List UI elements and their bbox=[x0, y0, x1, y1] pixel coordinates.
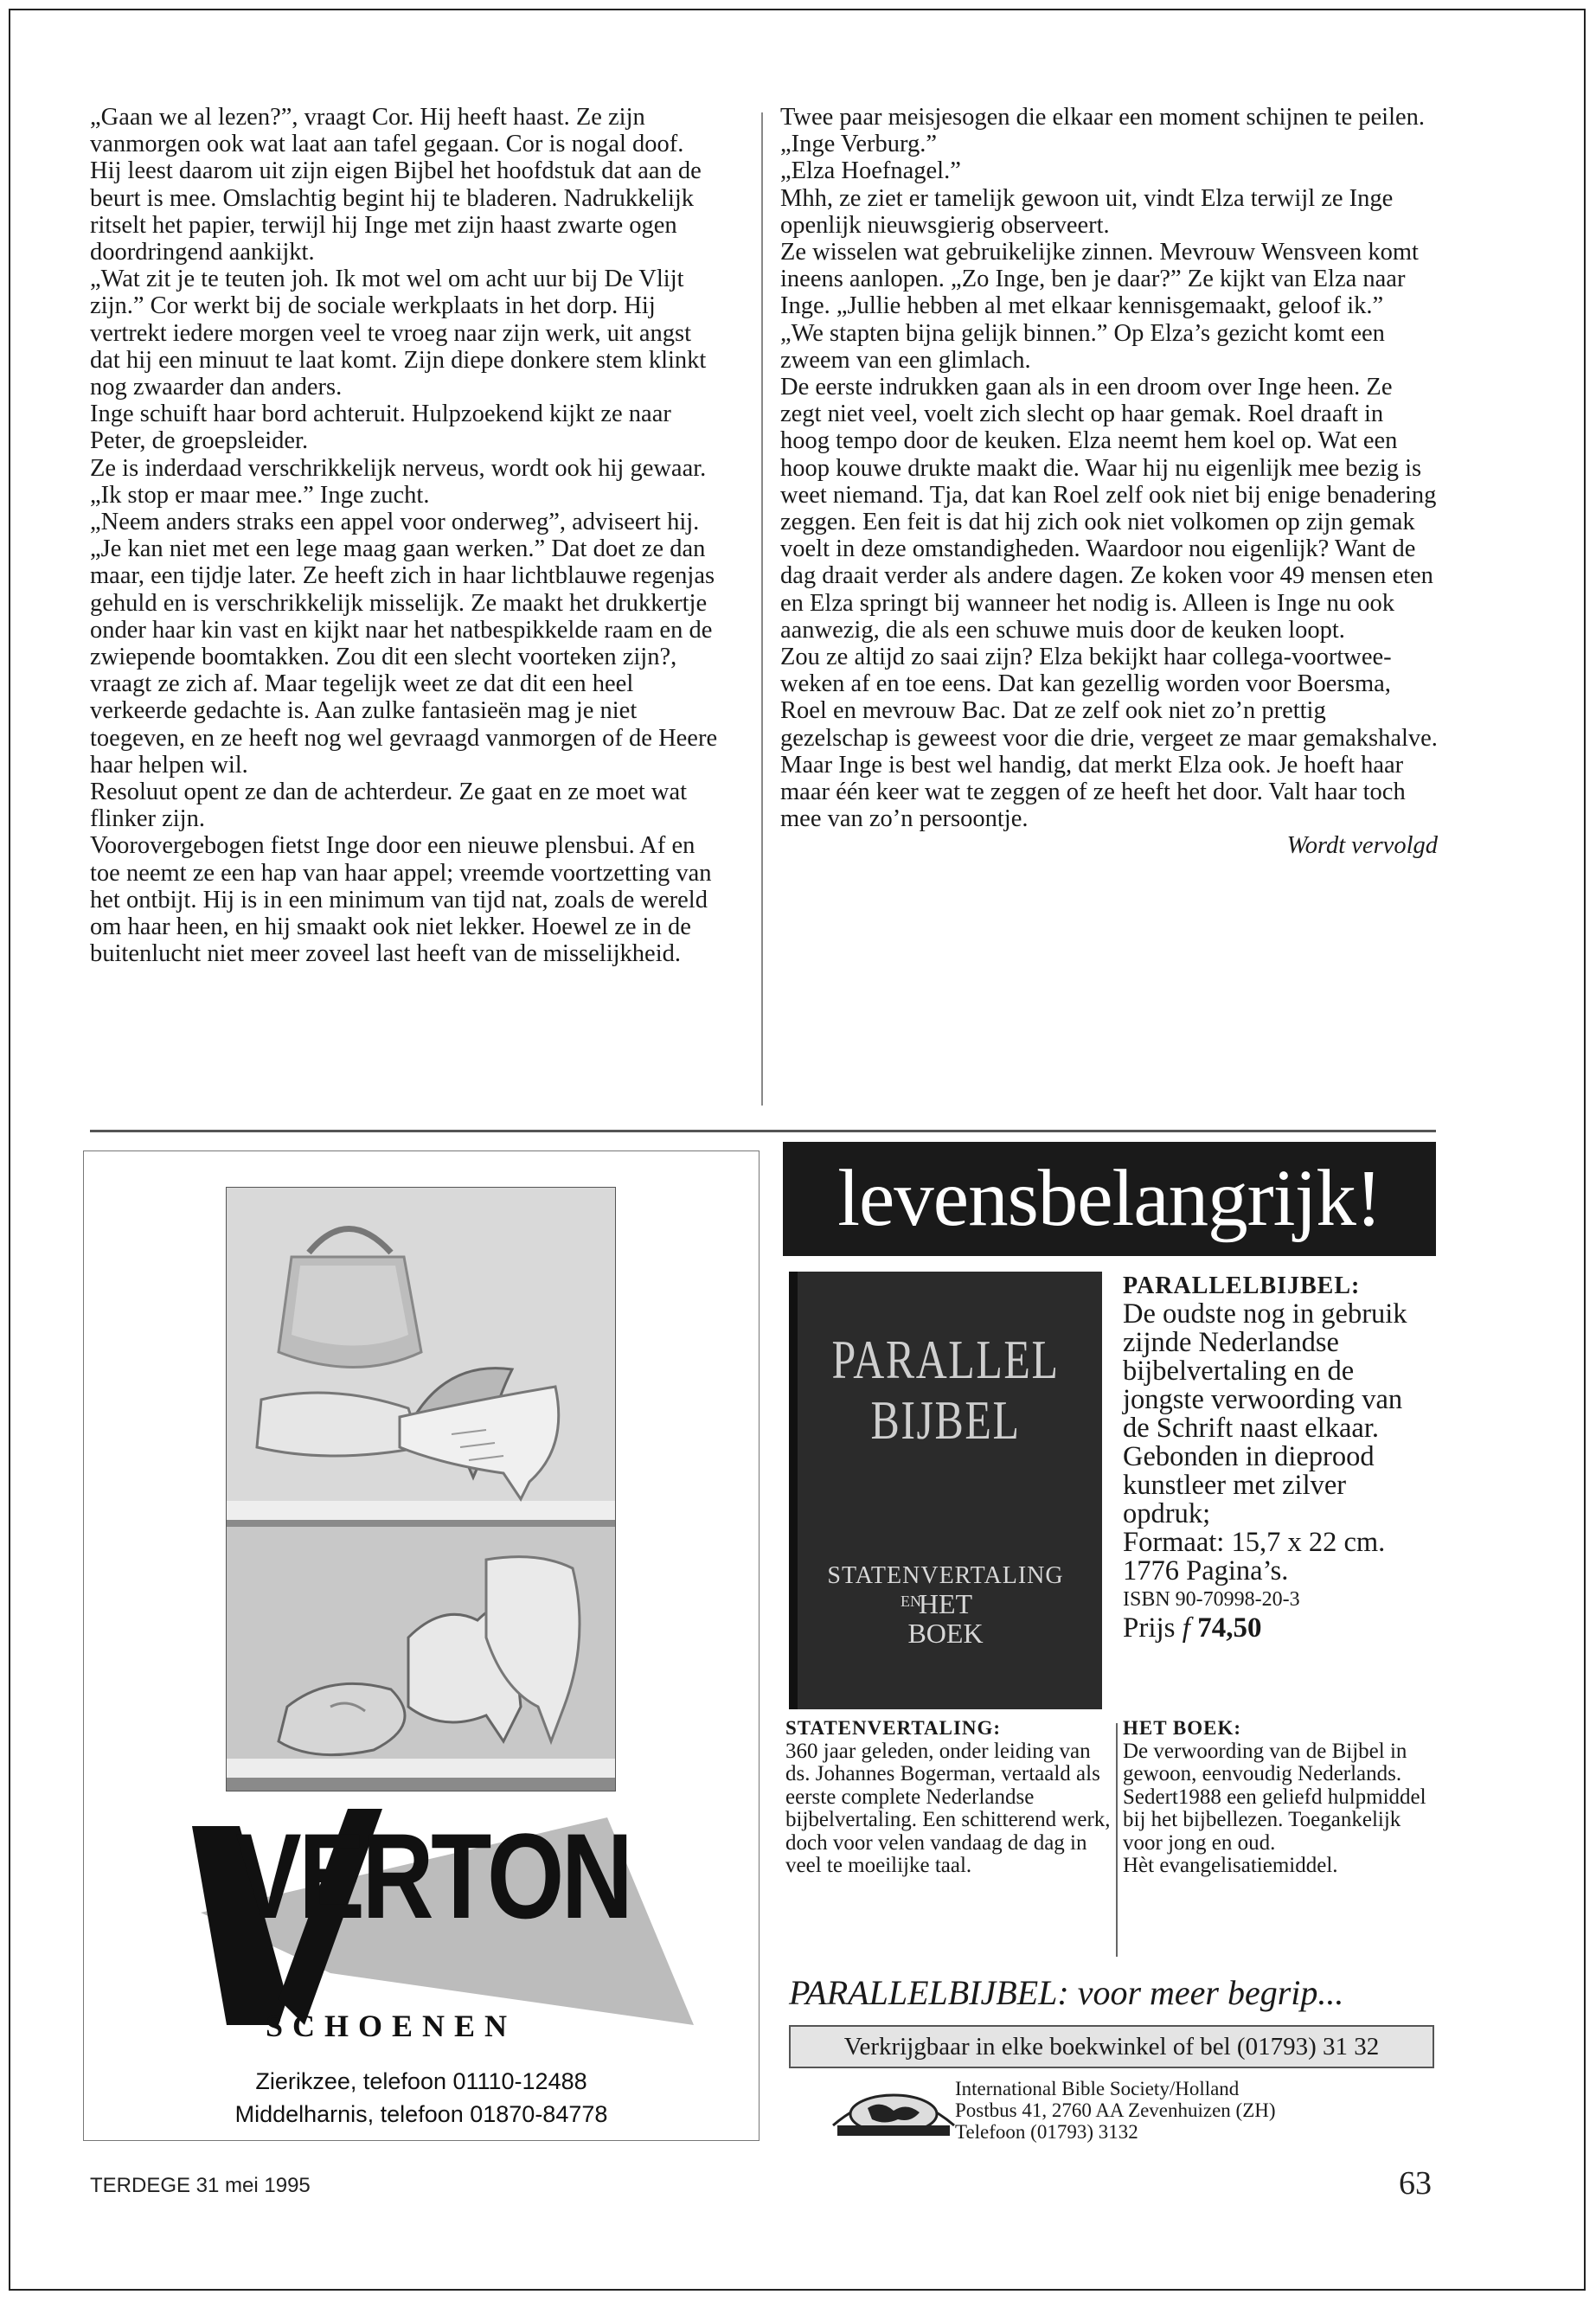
paragraph: „Gaan we al lezen?”, vraagt Cor. Hij heeft haast. Ze zijn vanmorgen ook wat laat aan tafel gegaan. Cor is nogal doof. Hij leest daarom uit zijn eigen Bijbel het hoofdstuk dat aan de beurt is mee. Omslachtig begint hij te bladeren. Nadrukkelijk ritselt het papier, terwijl hij Inge met zijn haast zwarte ogen doordringend aankijkt. bbox=[90, 104, 702, 266]
paragraph: Ze is inderdaad verschrikkelijk nerveus, wordt ook hij gewaar. bbox=[90, 454, 707, 482]
verton-advertisement bbox=[83, 1150, 760, 2141]
horizontal-rule bbox=[90, 1130, 1436, 1132]
paragraph: „Elza Hoefnagel.” bbox=[780, 157, 961, 185]
page-number: 63 bbox=[1399, 2165, 1432, 2202]
book-subtitle-2: EN bbox=[901, 1593, 921, 1610]
paragraph: „Neem anders straks een appel voor onderweg”, adviseert hij. „Je kan niet met een lege maag gaan werken.” Dat doet ze dan maar, een tijdje later. Ze heeft zich in haar lichtblauwe regenjas gehuld en is verschrikkelijk misselijk. Ze maakt het drukkertje onder haar kin vast en kijkt naar het natbespikkelde raam en de zwiepende boomtakken. Zou dit een slecht voorteken zijn?, vraagt ze zich af. Maar tegelijk weet ze dat dit een heel verkeerde gedachte is. Aan zulke fantasieën mag je niet toegeven, en ze heeft nog wel gevraagd vanmorgen of de Heere haar helpen wil. bbox=[90, 509, 718, 779]
paragraph: „We stapten bijna gelijk binnen.” Op Elza’s gezicht komt een zweem van een glimlach. bbox=[780, 319, 1385, 374]
to-be-continued: Wordt vervolgd bbox=[1286, 832, 1438, 860]
spec-pages: 1776 Pagina’s. bbox=[1123, 1555, 1289, 1586]
verton-subtitle: SCHOENEN bbox=[266, 2009, 517, 2043]
verton-brand: VERTON bbox=[235, 1808, 631, 1944]
article-right-column bbox=[780, 104, 1438, 860]
het-boek-title: HET BOEK: bbox=[1123, 1717, 1242, 1739]
statenvertaling-text: 360 jaar geleden, onder leiding van ds. Johannes Bogerman, vertaald als eerste complete Nederlandse bijbelvertaling. Een schitterend werk, doch voor velen vandaag de dag in veel te moeilijke taal. bbox=[785, 1739, 1111, 1877]
book-subtitle-4: BOEK bbox=[907, 1618, 984, 1649]
paragraph: Zou ze altijd zo saai zijn? Elza bekijkt haar collega-voortwee-weken af en toe eens. Dat kan gezellig worden voor Boersma, Roel en mevrouw Bac. Dat ze zelf ook niet zo’n prettig gezelschap is geweest voor die drie, vergeet ze maar gemakshalve. bbox=[780, 644, 1438, 752]
spec-isbn: ISBN 90-70998-20-3 bbox=[1123, 1588, 1300, 1611]
paragraph: „Ik stop er maar mee.” Inge zucht. bbox=[90, 481, 430, 509]
order-info: Verkrijgbaar in elke boekwinkel of bel (01793) 31 32 bbox=[789, 2025, 1434, 2068]
verton-location-middelharnis: Middelharnis, telefoon 01870-84778 bbox=[234, 2101, 608, 2127]
book-cover bbox=[789, 1272, 1102, 1709]
book-subtitle-1: STATENVERTALING bbox=[827, 1562, 1064, 1589]
paragraph: Maar Inge is best wel handig, dat merkt Elza ook. Je hoeft haar maar één keer wat te zeggen of ze heeft het door. Valt haar toch mee van zo’n persoontje. bbox=[780, 751, 1406, 833]
book-title-1: PARALLEL bbox=[831, 1329, 1060, 1390]
spec-price bbox=[1123, 1614, 1434, 1643]
globe-icon-graphic bbox=[829, 2078, 958, 2138]
bible-advertisement bbox=[768, 1142, 1436, 2145]
paragraph: Voorovergebogen fietst Inge door een nieuwe plensbui. Af en toe neemt ze een hap van haar appel; vreemde voortzetting van het ontbijt. Hij is in een minimum van tijd nat, zoals de wereld om haar heen, en hij smaakt ook niet lekker. Hoewel ze in de buitenlucht niet meer zoveel last heeft van de misselijkheid. bbox=[90, 832, 712, 968]
paragraph: Inge schuift haar bord achteruit. Hulpzoekend kijkt ze naar Peter, de groepsleider. bbox=[90, 401, 671, 455]
book-title-2: BIJBEL bbox=[870, 1389, 1021, 1451]
het-boek-text: De verwoording van de Bijbel in gewoon, eenvoudig Nederlands. Sedert1988 een geliefd hulpmiddel bij het bijbellezen. Toegankelijk voor jong en oud. bbox=[1123, 1739, 1426, 1855]
paragraph: Twee paar meisjesogen die elkaar een moment schijnen te peilen. bbox=[780, 104, 1426, 131]
het-boek-text-2: Hèt evangelisatiemiddel. bbox=[1123, 1854, 1338, 1877]
shoes-photo bbox=[226, 1187, 616, 1791]
paragraph: „Inge Verburg.” bbox=[780, 131, 937, 158]
het-boek-section bbox=[1123, 1717, 1434, 1878]
statenvertaling-section bbox=[785, 1717, 1116, 1878]
paragraph: „Wat zit je te teuten joh. Ik mot wel om acht uur bij De Vlijt zijn.” Cor werkt bij de sociale werkplaats in het dorp. Hij vertrekt iedere morgen veel te vroeg naar zijn werk, uit angst dat hij een minuut te laat komt. Zijn diepe donkere stem klinkt nog zwaarder dan anders. bbox=[90, 266, 707, 401]
bible-tagline: PARALLELBIJBEL: voor meer begrip... bbox=[789, 1973, 1344, 2012]
article-left-column bbox=[90, 104, 720, 968]
column-divider bbox=[761, 112, 763, 1106]
paragraph: Ze wisselen wat gebruikelijke zinnen. Mevrouw Wensveen komt ineens aanlopen. „Zo Inge, ben je daar?” Ze kijkt van Elza naar Inge. „Jullie hebben al met elkaar kennisgemaakt, geloof ik.” bbox=[780, 239, 1419, 320]
publication-footer: TERDEGE 31 mei 1995 bbox=[90, 2174, 311, 2197]
price-currency: f bbox=[1182, 1612, 1190, 1644]
ibs-line-1: International Bible Society/Holland bbox=[955, 2078, 1240, 2099]
spec-title: PARALLELBIJBEL: bbox=[1123, 1272, 1361, 1299]
globe-icon bbox=[829, 2078, 958, 2138]
book-subtitle-3: HET bbox=[918, 1588, 973, 1619]
verton-location-zierikzee: Zierikzee, telefoon 01110-12488 bbox=[255, 2068, 587, 2094]
shoes-illustration bbox=[227, 1188, 615, 1791]
paragraph: Mhh, ze ziet er tamelijk gewoon uit, vindt Elza terwijl ze Inge openlijk nieuwsgierig observeert. bbox=[780, 184, 1394, 239]
spec-format: Formaat: 15,7 x 22 cm. bbox=[1123, 1527, 1386, 1558]
spec-description: De oudste nog in gebruik zijnde Nederlandse bijbelvertaling en de jongste verwoording van de Schrift naast elkaar. Gebonden in dieprood kunstleer met zilver opdruk; bbox=[1123, 1298, 1407, 1529]
statenvertaling-title: STATENVERTALING: bbox=[785, 1717, 1002, 1739]
paragraph: Resoluut opent ze dan de achterdeur. Ze gaat en ze moet wat flinker zijn. bbox=[90, 779, 688, 833]
ibs-line-2: Postbus 41, 2760 AA Zevenhuizen (ZH) bbox=[955, 2099, 1276, 2121]
ibs-contact bbox=[955, 2078, 1276, 2143]
ad-headline: levensbelangrijk! bbox=[783, 1142, 1436, 1256]
section-divider bbox=[1116, 1723, 1118, 1957]
price-value: 74,50 bbox=[1197, 1612, 1262, 1644]
paragraph: De eerste indrukken gaan als in een droom over Inge heen. Ze zegt niet veel, voelt zich slecht op haar gemak. Roel draaft in hoog tempo door de keuken. Elza neemt hem koel op. Wat een hoop kouwe drukte maakt die. Waar hij nu eigenlijk mee bezig is weet niemand. Tja, dat kan Roel zelf ook niet bij enige benadering zeggen. Een feit is dat hij zich ook niet volkomen op zijn gemak voelt in deze omstandigheden. Waardoor nou eigenlijk? Want de dag draait verder als andere dagen. Ze koken voor 49 mensen eten en Elza springt bij wanneer het nodig is. Alleen is Inge nu ook aanwezig, die als een schuwe muis door de keuken loopt. bbox=[780, 374, 1437, 644]
bible-specification bbox=[1123, 1272, 1434, 1643]
ibs-line-3: Telefoon (01793) 3132 bbox=[955, 2121, 1138, 2143]
price-label: Prijs bbox=[1123, 1612, 1176, 1644]
